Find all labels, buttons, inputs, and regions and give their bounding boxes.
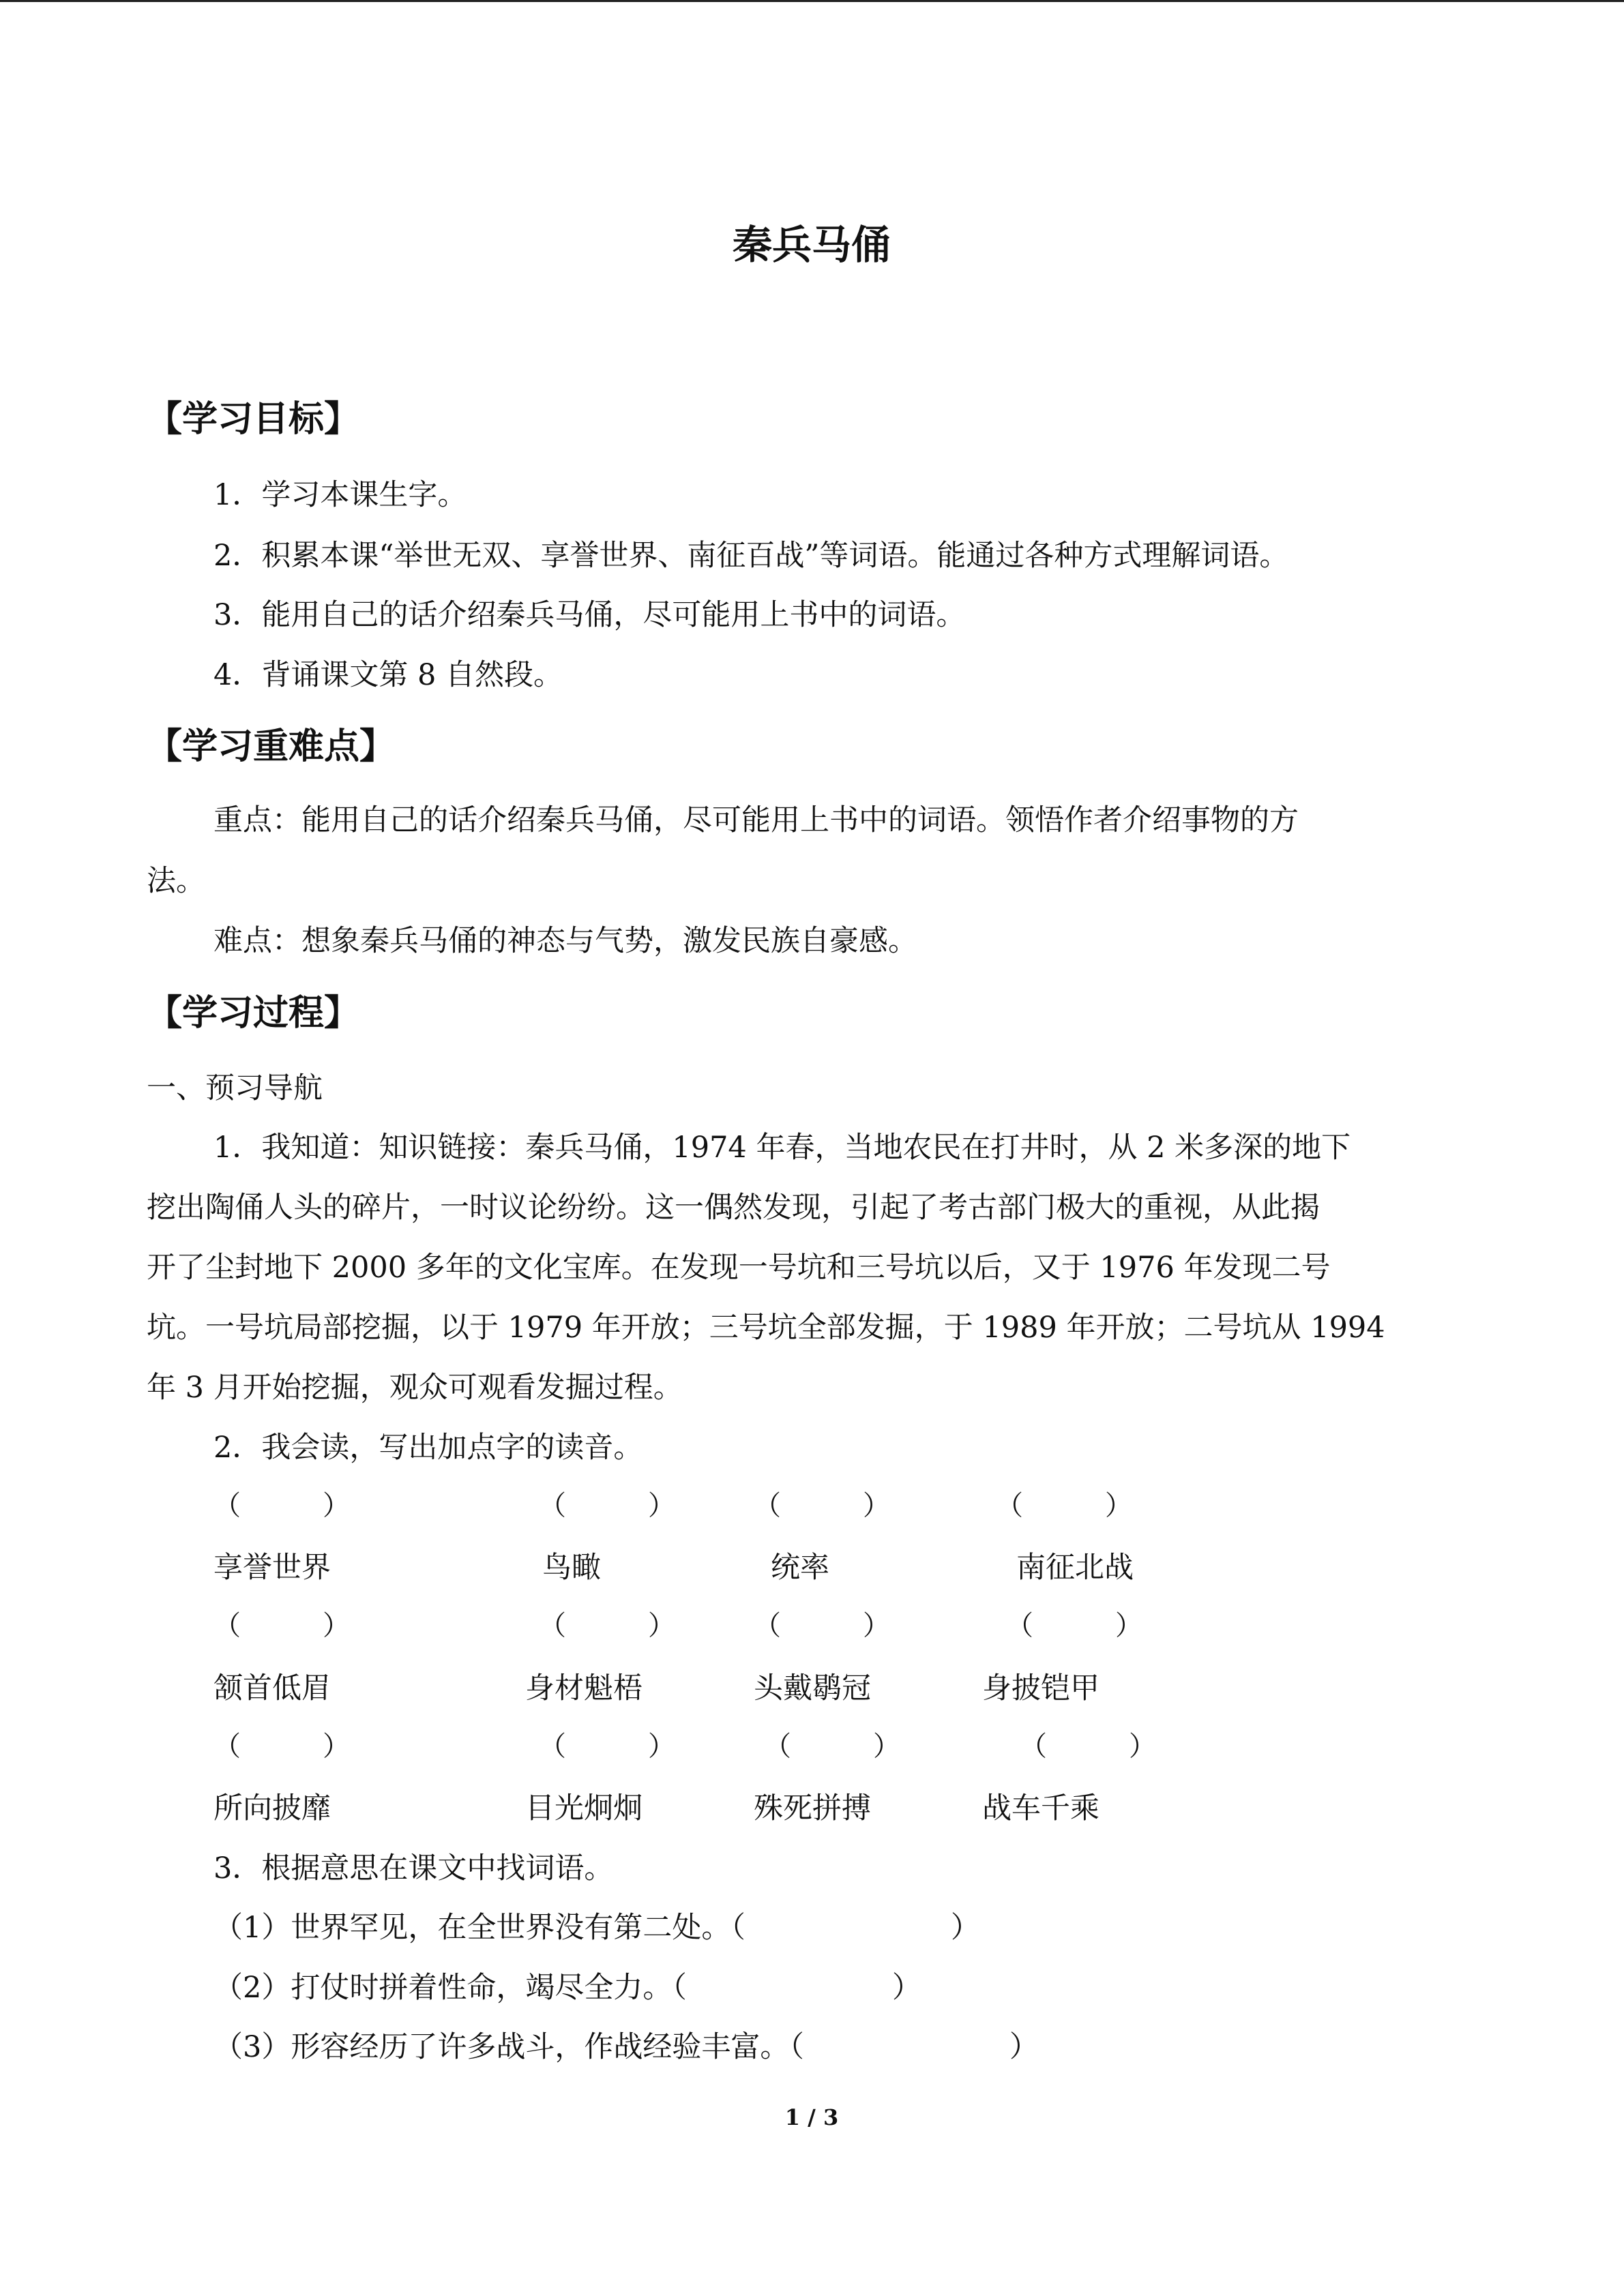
page-top-border	[0, 0, 1624, 2]
find-item-3[interactable]: （3）形容经历了许多战斗，作战经验丰富。（ ）	[213, 2030, 1039, 2064]
vocab-word: 享誉世界	[213, 1551, 331, 1585]
find-item-2[interactable]: （2）打仗时拼着性命，竭尽全力。（ ）	[213, 1971, 921, 2005]
pinyin-blank[interactable]: （ ）	[754, 1490, 890, 1521]
pinyin-blank[interactable]: （ ）	[539, 1731, 675, 1762]
pinyin-blank[interactable]: （ ）	[764, 1731, 900, 1762]
vocab-word: 头戴鹖冠	[754, 1671, 871, 1705]
knowledge-line-1: 1．我知道：知识链接：秦兵马俑，1974 年春，当地农民在打井时，从 2 米多深的地下	[213, 1131, 1351, 1165]
key-point-line-1: 重点：能用自己的话介绍秦兵马俑，尽可能用上书中的词语。领悟作者介绍事物的方	[213, 803, 1299, 837]
goals-heading: 【学习目标】	[147, 399, 360, 440]
vocab-word: 统率	[771, 1551, 829, 1585]
pinyin-blank[interactable]: （ ）	[539, 1490, 675, 1521]
key-point-line-2: 法。	[147, 864, 205, 898]
pinyin-blank[interactable]: （ ）	[1020, 1731, 1156, 1762]
find-item-1[interactable]: （1）世界罕见，在全世界没有第二处。（ ）	[213, 1911, 980, 1945]
pinyin-blank[interactable]: （ ）	[213, 1731, 350, 1762]
vocab-word: 鸟瞰	[542, 1551, 601, 1585]
goal-item-1: 1．学习本课生字。	[213, 478, 467, 512]
vocab-word: 身材魁梧	[525, 1671, 643, 1705]
read-intro: 2．我会读，写出加点字的读音。	[213, 1431, 643, 1465]
pinyin-blank[interactable]: （ ）	[539, 1610, 675, 1641]
goal-item-3: 3．能用自己的话介绍秦兵马俑，尽可能用上书中的词语。	[213, 598, 966, 632]
vocab-word: 战车千乘	[982, 1791, 1099, 1825]
knowledge-line-5: 年 3 月开始挖掘，观众可观看发掘过程。	[147, 1371, 683, 1405]
pinyin-blank[interactable]: （ ）	[213, 1610, 350, 1641]
pinyin-blank[interactable]: （ ）	[213, 1490, 350, 1521]
goal-item-4: 4．背诵课文第 8 自然段。	[213, 658, 563, 692]
process-heading: 【学习过程】	[147, 993, 360, 1034]
vocab-word: 殊死拼搏	[754, 1791, 871, 1825]
difficulty-point: 难点：想象秦兵马俑的神态与气势，激发民族自豪感。	[213, 924, 917, 958]
pinyin-blank[interactable]: （ ）	[1006, 1610, 1142, 1641]
vocab-word: 身披铠甲	[982, 1671, 1099, 1705]
pinyin-blank[interactable]: （ ）	[996, 1490, 1132, 1521]
knowledge-line-2: 挖出陶俑人头的碎片，一时议论纷纷。这一偶然发现，引起了考古部门极大的重视，从此揭	[147, 1191, 1320, 1225]
page-title: 秦兵马俑	[732, 222, 891, 268]
pinyin-blank[interactable]: （ ）	[754, 1610, 890, 1641]
key-difficulty-heading: 【学习重难点】	[147, 726, 396, 767]
vocab-word: 颔首低眉	[213, 1671, 331, 1705]
knowledge-line-3: 开了尘封地下 2000 多年的文化宝库。在发现一号坑和三号坑以后，又于 1976 年发现二号	[147, 1251, 1331, 1285]
knowledge-line-4: 坑。一号坑局部挖掘，以于 1979 年开放；三号坑全部发掘，于 1989 年开放；二号坑从 1994	[147, 1311, 1385, 1345]
vocab-word: 南征北战	[1016, 1551, 1134, 1585]
find-words-intro: 3．根据意思在课文中找词语。	[213, 1851, 614, 1885]
preview-heading: 一、预习导航	[147, 1071, 323, 1105]
goal-item-2: 2．积累本课“举世无双、享誉世界、南征百战”等词语。能通过各种方式理解词语。	[213, 539, 1289, 573]
page-number: 1 / 3	[784, 2104, 839, 2130]
vocab-word: 目光炯炯	[525, 1791, 643, 1825]
vocab-word: 所向披靡	[213, 1791, 331, 1825]
